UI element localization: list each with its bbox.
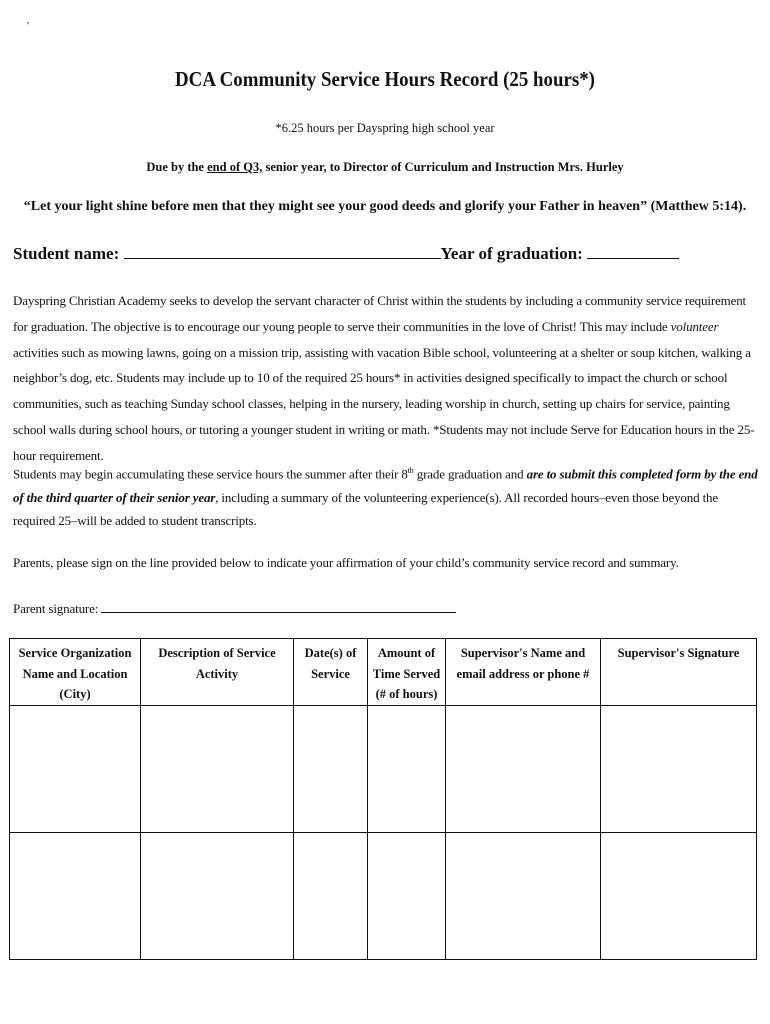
table-cell[interactable]: [141, 705, 294, 832]
deadline-superscript: th: [407, 466, 414, 475]
table-row: [10, 705, 757, 832]
graduation-year-field[interactable]: [587, 244, 679, 259]
table-cell[interactable]: [368, 705, 446, 832]
parents-paragraph: Parents, please sign on the line provided below to indicate your affirmation of your child’s community service record and summary.: [13, 555, 679, 570]
table-header-row: [10, 639, 757, 706]
deadline-text-2: grade graduation and: [413, 466, 527, 482]
student-name-field[interactable]: [124, 244, 441, 259]
due-pre: Due by the: [146, 160, 208, 174]
bible-verse: “Let your light shine before men that they might see your good deeds and glorify your Father in heaven” (Matthew 5:14).: [23, 199, 747, 214]
col-header-description: Description of Service Activity: [141, 639, 294, 706]
due-date-line: [0, 160, 770, 175]
table-cell[interactable]: [601, 832, 757, 959]
table-cell[interactable]: [368, 832, 446, 959]
subtitle: *6.25 hours per Dayspring high school year: [275, 121, 495, 135]
student-info-line: [13, 244, 679, 264]
due-underlined: end of Q3,: [207, 160, 263, 174]
deadline-paragraph: [13, 459, 758, 533]
page-title: DCA Community Service Hours Record (25 hours*): [175, 67, 595, 91]
table-cell[interactable]: [10, 832, 141, 959]
col-header-dates: Date(s) of Service: [294, 639, 368, 706]
intro-paragraph: [13, 288, 758, 469]
intro-italic-volunteer: volunteer: [670, 318, 719, 334]
service-log-table: [9, 638, 757, 960]
due-post: senior year, to Director of Curriculum and Instruction Mrs. Hurley: [262, 160, 624, 174]
table-cell[interactable]: [601, 705, 757, 832]
table-cell[interactable]: [446, 832, 601, 959]
table-cell[interactable]: [294, 832, 368, 959]
col-header-organization: Service Organization Name and Location (City): [10, 639, 141, 706]
table-cell[interactable]: [294, 705, 368, 832]
table-cell[interactable]: [141, 832, 294, 959]
parent-signature-label: Parent signature:: [13, 601, 99, 616]
table-cell[interactable]: [10, 705, 141, 832]
corner-mark: ': [27, 20, 29, 32]
student-name-label: Student name:: [13, 244, 120, 263]
col-header-supervisor-contact: Supervisor's Name and email address or phone #: [446, 639, 601, 706]
parent-signature-field[interactable]: [101, 600, 456, 613]
col-header-hours: Amount of Time Served (# of hours): [368, 639, 446, 706]
deadline-text-1: Students may begin accumulating these service hours the summer after their 8: [13, 466, 408, 482]
parent-signature-line: [13, 596, 758, 622]
deadline-text-3: , including a summary of the volunteering experience(s). All recorded hours–even those beyond the required 25–will be added to student transcripts.: [13, 489, 718, 529]
intro-text-2: activities such as mowing lawns, going on a mission trip, assisting with vacation Bible school, volunteering at a shelter or soup kitchen, walking a neighbor’s dog, etc. Students may include up to 10 of the required 25 hours* in activities designed specifically to impact the church or school communities, such as teaching Sunday school classes, helping in the nursery, leading worship in church, setting up chairs for service, painting school walls during school hours, or tutoring a younger student in writing or math. *Students may not include Serve for Education hours in the 25-hour requirement.: [13, 344, 755, 463]
graduation-year-label: Year of graduation:: [440, 244, 583, 263]
table-cell[interactable]: [446, 705, 601, 832]
table-row: [10, 832, 757, 959]
intro-text-1: Dayspring Christian Academy seeks to develop the servant character of Christ within the students by including a community service requirement for graduation. The objective is to encourage our young people to serve their communities in the love of Christ! This may include: [13, 293, 747, 334]
col-header-supervisor-signature: Supervisor's Signature: [601, 639, 757, 706]
deadline-emphasis: are to submit this completed form by the end of the third quarter of their senior year: [13, 466, 758, 505]
